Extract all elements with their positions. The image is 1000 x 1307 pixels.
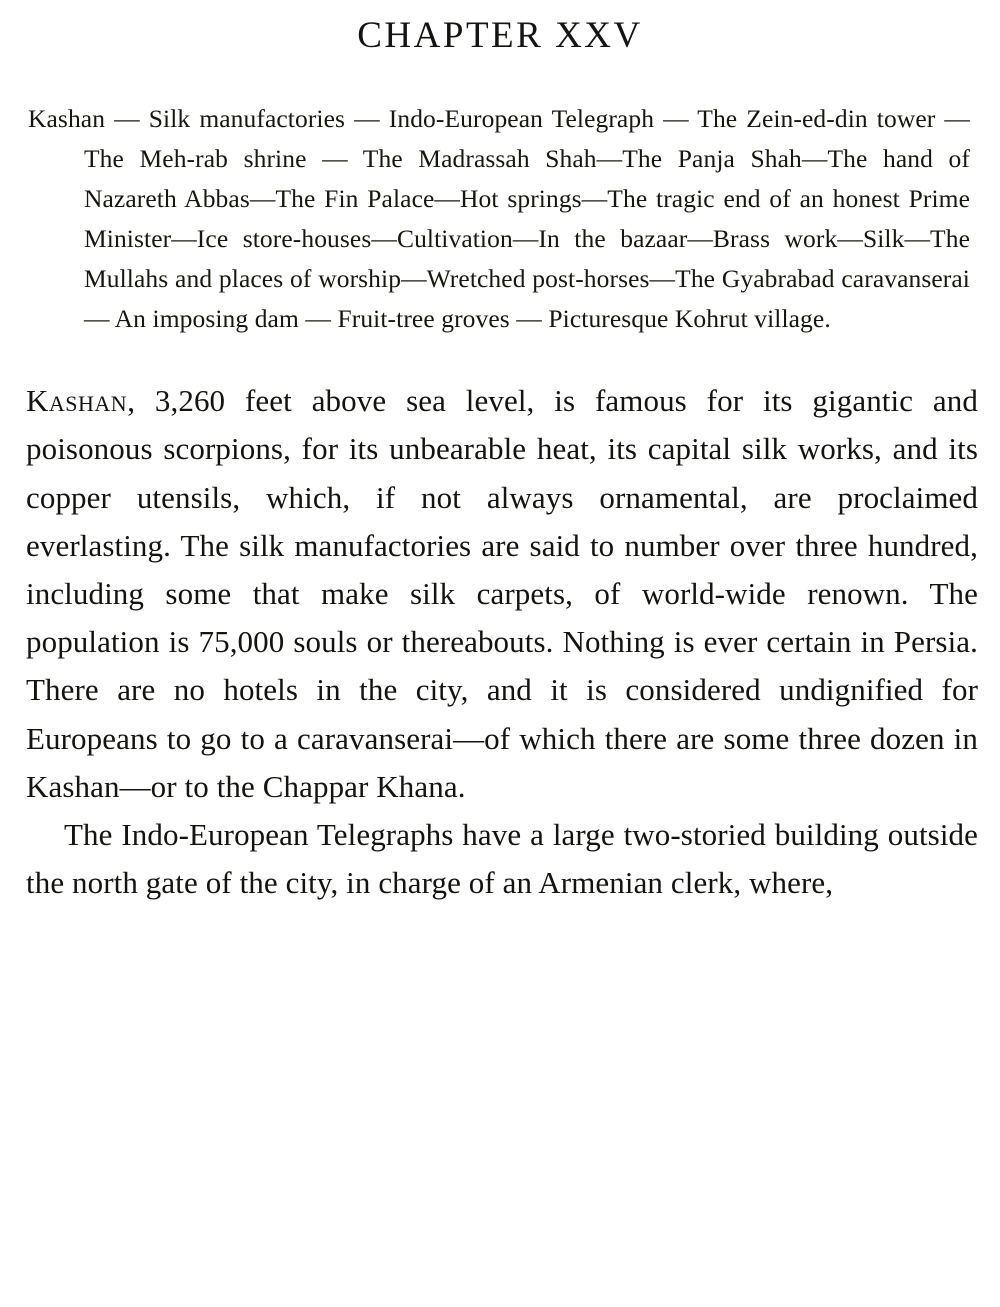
chapter-synopsis: [28, 99, 970, 339]
paragraph-1-leadword: Kashan: [26, 383, 128, 419]
document-page: [0, 14, 1000, 1307]
chapter-heading: CHAPTER XXV: [357, 15, 643, 56]
paragraph-1-text: , 3,260 feet above sea level, is famous for its gigantic and poisonous scorpions, for its unbearable heat, its capital silk works, and its copper utensils, which, if not always ornamental, are proclaimed everlasting. The silk manufactories are said to number over three hundred, including some that make silk carpets, of world-wide renown. The population is 75,000 souls or thereabouts. Nothing is ever certain in Persia. There are no hotels in the city, and it is considered undignified for Europeans to go to a caravanserai—of which there are some three dozen in Kashan—or to the Chappar Khana.: [26, 383, 978, 804]
paragraph-2-text: The Indo-European Telegraphs have a large two-storied building outside the north gate of the city, in charge of an Armenian clerk, where,: [26, 817, 978, 901]
synopsis-text: Kashan — Silk manufactories — Indo-European Telegraph — The Zein-ed-din tower — The Meh-rab shrine — The Madrassah Shah—The Panja Shah—The hand of Nazareth Abbas—The Fin Palace—Hot springs—The tragic end of an honest Prime Minister—Ice store-houses—Cultivation—In the bazaar—Brass work—Silk—The Mullahs and places of worship—Wretched post-horses—The Gyabrabad caravanserai — An imposing dam — Fruit-tree groves — Picturesque Kohrut village.: [28, 104, 970, 334]
body-text: [26, 377, 978, 907]
paragraph-2: [26, 811, 978, 907]
paragraph-1: [26, 377, 978, 811]
